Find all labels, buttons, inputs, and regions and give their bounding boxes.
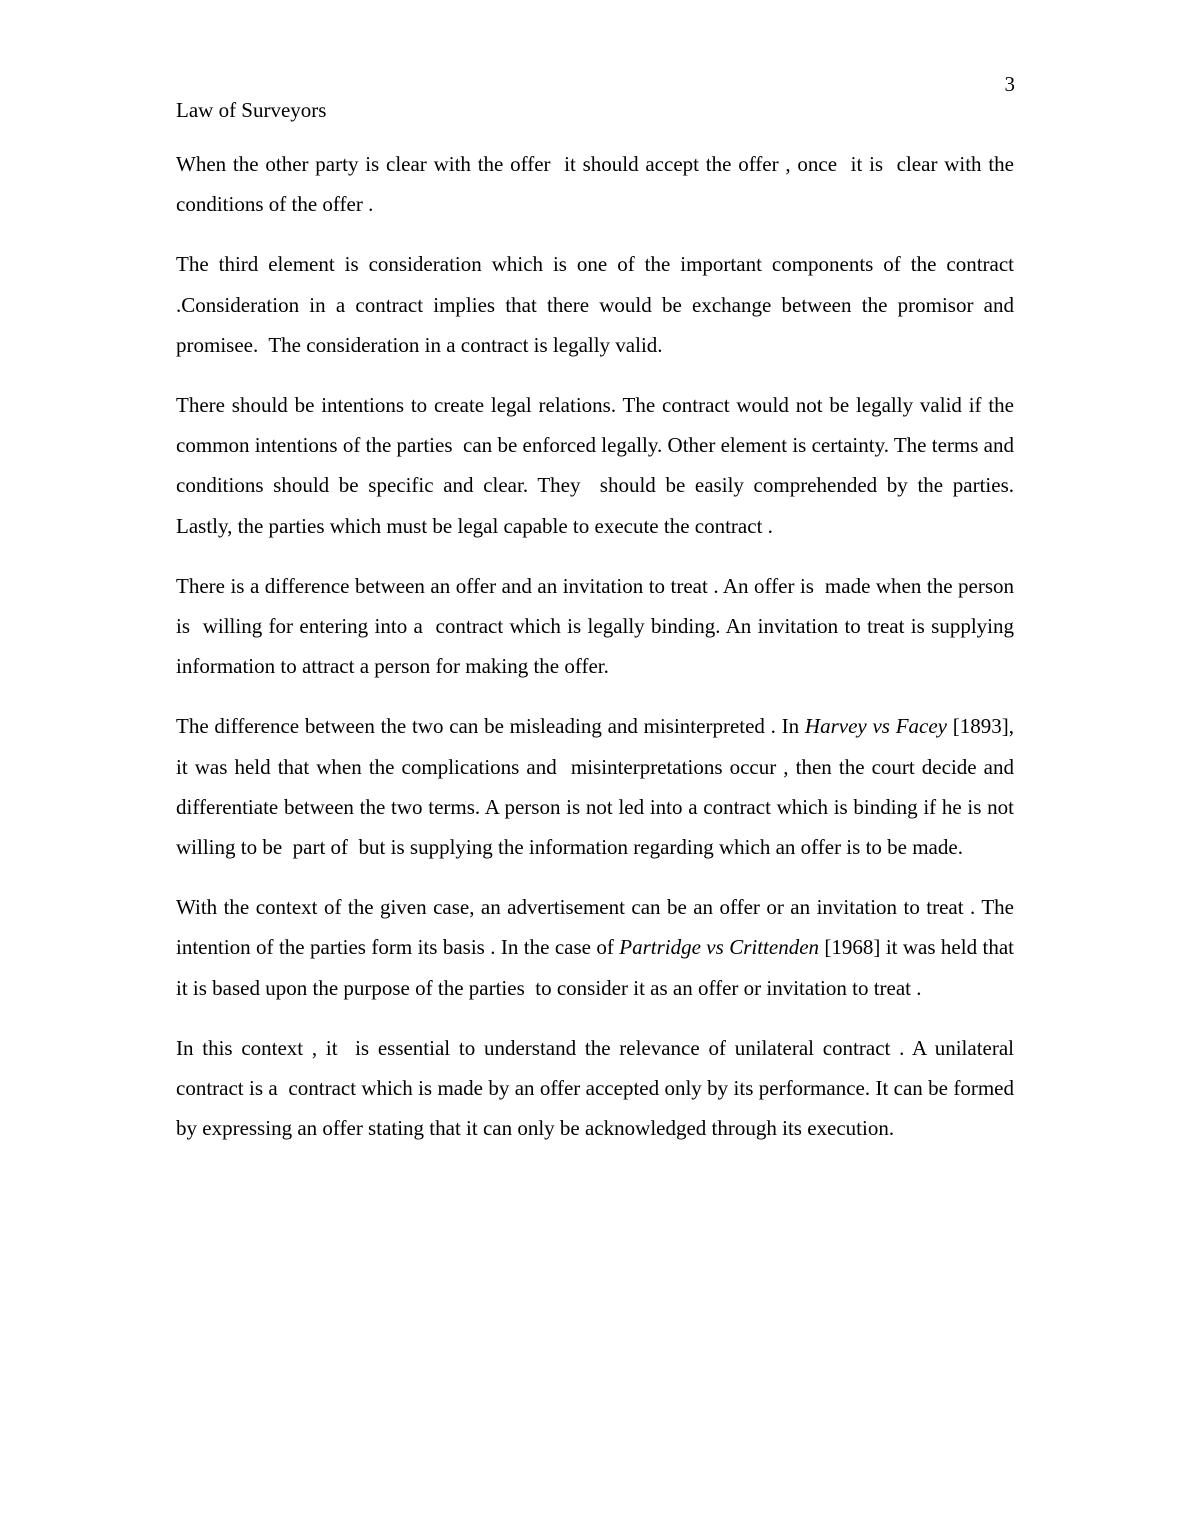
paragraph-legal-relations: There should be intentions to create legal relations. The contract would not be legally valid if the common intentions of the parties can be enforced legally. Other element is certainty. The terms and conditions should be specific and clear. They should be easily comprehended by the parties. Lastly, the parties which must be legal capable to execute the contract . [176,393,1025,538]
paragraph-text: [1893], it was held that when the complications and misinterpretations occur , then the court decide and differentiate between the two terms. A person is not led into a contract which is binding if he is not willing to be part of but is supplying the information regarding which an offer is to be made. [176,714,1020,860]
document-body [176,144,1025,1168]
paragraph-offer-acceptance: When the other party is clear with the offer it should accept the offer , once it is clear with the conditions of the offer . [176,152,1020,217]
page-number: 3 [1004,72,1015,96]
paragraph-unilateral-contract: In this context , it is essential to understand the relevance of unilateral contract . A unilateral contract is a contract which is made by an offer accepted only by its performance. It can be formed by expressing an offer stating that it can only be acknowledged through its execution. [176,1035,1020,1141]
paragraph-partridge-vs-crittenden [176,887,1020,1008]
paragraph-harvey-vs-facey [176,706,1020,867]
paragraph-text: [1968] it was held that it is based upon the purpose of the parties to consider it as an offer or invitation to treat . [176,935,1020,1000]
paragraph-invitation-to-treat: There is a difference between an offer and an invitation to treat . An offer is made when the person is willing for entering into a contract which is legally binding. An invitation to treat is supplying information to attract a person for making the offer. [176,573,1025,679]
paragraph-consideration: The third element is consideration which is one of the important components of the contract .Consideration in a contract implies that there would be exchange between the promisor and promisee. The consideration in a contract is legally valid. [176,252,1020,357]
paragraph-text: With the context of the given case, an advertisement can be an offer or an invitation to treat . The intention of the parties form its basis . In the case of [176,895,1020,960]
case-citation: Harvey vs Facey [804,714,947,739]
case-citation: Partridge vs Crittenden [619,935,820,960]
paragraph-text: The difference between the two can be misleading and misinterpreted . In [176,714,805,739]
running-head: Law of Surveyors [176,98,327,122]
